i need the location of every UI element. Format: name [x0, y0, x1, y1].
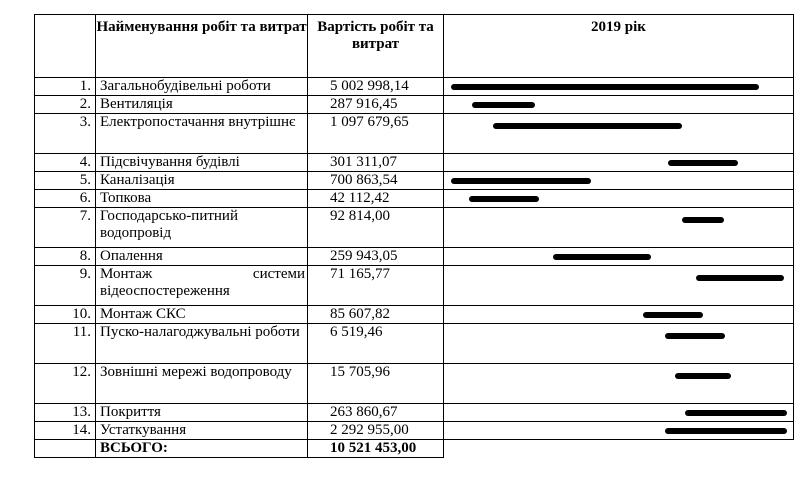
work-cost: 700 863,54 — [308, 172, 444, 190]
work-name: Опалення — [96, 248, 308, 266]
work-name: Монтаж системи відеоспостереження — [96, 266, 308, 306]
row-number: 13. — [35, 404, 96, 422]
gantt-cell — [444, 208, 794, 248]
table-row — [35, 190, 794, 208]
gantt-cell — [444, 114, 794, 154]
row-number: 12. — [35, 364, 96, 404]
work-cost: 263 860,67 — [308, 404, 444, 422]
total-cost: 10 521 453,00 — [308, 440, 444, 458]
row-number: 11. — [35, 324, 96, 364]
work-name: Устаткування — [96, 422, 308, 440]
gantt-bar — [553, 254, 651, 260]
gantt-bar — [682, 217, 724, 223]
total-num — [35, 440, 96, 458]
row-number: 10. — [35, 306, 96, 324]
gantt-bar — [469, 196, 539, 202]
gantt-bar — [451, 178, 591, 184]
gantt-cell — [444, 78, 794, 96]
header-row — [35, 15, 794, 78]
gantt-cell — [444, 306, 794, 324]
work-name: Топкова — [96, 190, 308, 208]
work-cost: 42 112,42 — [308, 190, 444, 208]
table-row — [35, 324, 794, 364]
gantt-cell — [444, 266, 794, 306]
row-number: 9. — [35, 266, 96, 306]
gantt-bar — [643, 312, 703, 318]
table-row — [35, 78, 794, 96]
work-cost: 301 311,07 — [308, 154, 444, 172]
work-cost: 85 607,82 — [308, 306, 444, 324]
total-label: ВСЬОГО: — [96, 440, 308, 458]
gantt-cell — [444, 248, 794, 266]
gantt-bar — [685, 410, 787, 416]
row-number: 14. — [35, 422, 96, 440]
gantt-bar — [493, 123, 682, 129]
gantt-bar — [696, 275, 784, 281]
table-row — [35, 172, 794, 190]
row-number: 2. — [35, 96, 96, 114]
work-name: Монтаж СКС — [96, 306, 308, 324]
header-year: 2019 рік — [444, 15, 794, 78]
table-row — [35, 306, 794, 324]
gantt-bar — [675, 373, 731, 379]
table-row — [35, 364, 794, 404]
work-cost: 259 943,05 — [308, 248, 444, 266]
work-cost: 15 705,96 — [308, 364, 444, 404]
row-number: 3. — [35, 114, 96, 154]
work-name: Господарсько-питний водопровід — [96, 208, 308, 248]
gantt-cell — [444, 96, 794, 114]
table-row — [35, 96, 794, 114]
table-row — [35, 422, 794, 440]
work-cost: 1 097 679,65 — [308, 114, 444, 154]
gantt-bar — [665, 333, 725, 339]
table-row — [35, 248, 794, 266]
table-row — [35, 208, 794, 248]
work-cost: 6 519,46 — [308, 324, 444, 364]
work-cost: 71 165,77 — [308, 266, 444, 306]
work-name: Вентиляція — [96, 96, 308, 114]
gantt-bar — [472, 102, 535, 108]
gantt-bar — [668, 160, 738, 166]
work-name: Покриття — [96, 404, 308, 422]
row-number: 4. — [35, 154, 96, 172]
header-cost: Вартість робіт та витрат — [308, 15, 444, 78]
schedule-table — [34, 14, 794, 458]
work-cost: 2 292 955,00 — [308, 422, 444, 440]
work-cost: 5 002 998,14 — [308, 78, 444, 96]
row-number: 1. — [35, 78, 96, 96]
work-cost: 92 814,00 — [308, 208, 444, 248]
gantt-cell — [444, 324, 794, 364]
gantt-cell — [444, 364, 794, 404]
work-name: Пуско-налагоджувальні роботи — [96, 324, 308, 364]
header-num — [35, 15, 96, 78]
table-row — [35, 114, 794, 154]
work-name: Зовнішні мережі водопроводу — [96, 364, 308, 404]
gantt-cell — [444, 190, 794, 208]
work-name: Підсвічування будівлі — [96, 154, 308, 172]
gantt-cell — [444, 404, 794, 422]
row-number: 8. — [35, 248, 96, 266]
table-row — [35, 266, 794, 306]
table-row — [35, 154, 794, 172]
table-row — [35, 404, 794, 422]
header-name: Найменування робіт та витрат — [96, 15, 308, 78]
work-name: Електропостачання внутрішнє — [96, 114, 308, 154]
gantt-cell — [444, 422, 794, 440]
gantt-bar — [451, 84, 759, 90]
row-number: 7. — [35, 208, 96, 248]
row-number: 6. — [35, 190, 96, 208]
gantt-cell — [444, 172, 794, 190]
gantt-cell — [444, 154, 794, 172]
work-name: Каналізація — [96, 172, 308, 190]
work-name: Загальнобудівельні роботи — [96, 78, 308, 96]
gantt-bar — [665, 428, 787, 434]
work-cost: 287 916,45 — [308, 96, 444, 114]
total-row — [35, 440, 794, 458]
row-number: 5. — [35, 172, 96, 190]
